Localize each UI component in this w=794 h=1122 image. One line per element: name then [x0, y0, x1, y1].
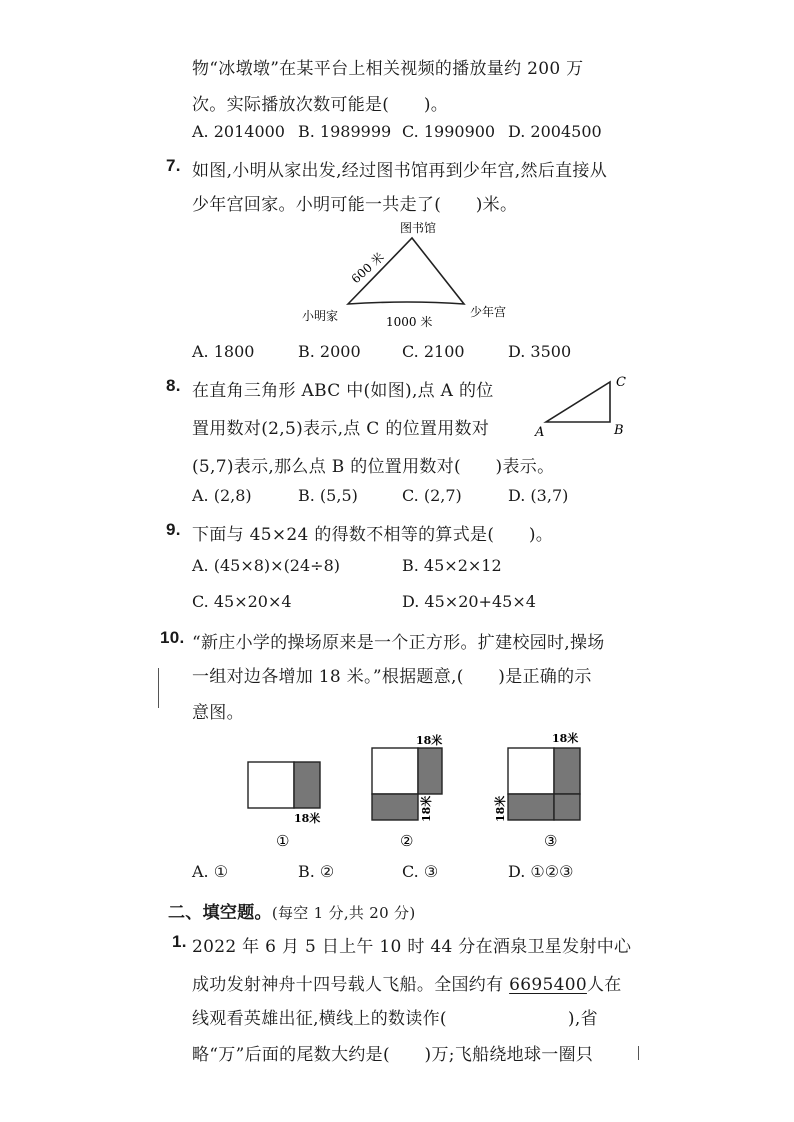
q7-option-b: B. 2000 [298, 342, 361, 361]
q10-diagram-2 [372, 733, 442, 850]
q6-option-b: B. 1989999 [298, 122, 392, 141]
q8-line2: 置用数对(2,5)表示,点 C 的位置用数对 [192, 419, 490, 439]
q10-number: 10. [160, 628, 185, 647]
q10-d2-label-side: 18米 [420, 795, 433, 822]
q10-option-c: C. ③ [402, 862, 439, 881]
q6-line1: 物“冰墩墩”在某平台上相关视频的播放量约 200 万 [192, 59, 584, 79]
q8-option-a: A. (2,8) [192, 486, 252, 505]
q10-d3-added-right [554, 748, 580, 794]
q7-option-a: A. 1800 [192, 342, 255, 361]
fill1-line2-end: 人在 [586, 975, 622, 995]
q10-option-d: D. ①②③ [508, 862, 574, 881]
q8-option-d: D. (3,7) [508, 486, 569, 505]
fill1-line3: 线观看英雄出征,横线上的数读作( ),省 [192, 1009, 598, 1029]
q7-option-c: C. 2100 [402, 342, 465, 361]
q10-diagram-options [240, 724, 600, 852]
q10-d1-number: ① [276, 832, 290, 850]
q10-d2-label-top: 18米 [416, 734, 443, 747]
q10-option-a: A. ① [192, 862, 229, 881]
q8-label-a: A [535, 425, 545, 440]
q6-option-c: C. 1990900 [402, 122, 496, 141]
q6-option-d: D. 2004500 [508, 122, 602, 141]
q10-option-b: B. ② [298, 862, 335, 881]
q6-line2: 次。实际播放次数可能是( )。 [192, 95, 449, 115]
q9-option-a: A. (45×8)×(24÷8) [192, 556, 340, 575]
q7-option-d: D. 3500 [508, 342, 572, 361]
q7-label-library: 图书馆 [400, 221, 437, 235]
q10-d3-label-side: 18米 [494, 795, 507, 822]
q10-d3-added-bottom [508, 794, 554, 820]
fill1-line1: 2022 年 6 月 5 日上午 10 时 44 分在酒泉卫星发射中心 [192, 937, 632, 957]
fill1-line2-start: 成功发射神舟十四号载人飞船。全国约有 [192, 975, 504, 995]
q10-diagram-1 [248, 762, 320, 850]
q9-option-b: B. 45×2×12 [402, 556, 502, 575]
q10-d3-original-square [508, 748, 554, 794]
q8-number: 8. [166, 376, 181, 395]
margin-mark-2 [638, 1046, 639, 1060]
section-2-note: (每空 1 分,共 20 分) [271, 904, 416, 922]
q9-option-c: C. 45×20×4 [192, 592, 292, 611]
q10-d2-added-bottom [372, 794, 418, 820]
q10-d3-label-top: 18米 [552, 732, 579, 745]
q8-label-b: B [614, 423, 624, 438]
q9-number: 9. [166, 520, 181, 539]
q8-line1: 在直角三角形 ABC 中(如图),点 A 的位 [192, 381, 494, 401]
fill1-line2 [192, 970, 622, 995]
q7-label-600m: 600 米 [348, 249, 387, 287]
q10-diagram-3 [493, 731, 580, 850]
q10-line1: “新庄小学的操场原来是一个正方形。扩建校园时,操场 [192, 633, 605, 653]
q10-d3-added-corner [554, 794, 580, 820]
q10-d1-label: 18米 [294, 812, 321, 825]
q10-d2-added-right [418, 748, 442, 794]
q7-line2: 少年宫回家。小明可能一共走了( )米。 [192, 195, 518, 215]
q10-line2: 一组对边各增加 18 米。”根据题意,( )是正确的示 [192, 667, 592, 687]
q8-label-c: C [616, 375, 626, 390]
q8-right-triangle [546, 382, 610, 422]
q9-option-d: D. 45×20+45×4 [402, 592, 536, 611]
q10-line3: 意图。 [192, 703, 244, 723]
q10-d1-added-area [294, 762, 320, 808]
section-2-title: 二、填空题。 [168, 903, 272, 923]
q7-label-1000m: 1000 米 [386, 315, 433, 329]
q6-option-a: A. 2014000 [192, 122, 285, 141]
q7-label-youth-palace: 少年宫 [470, 305, 507, 319]
fill1-underlined-number: 6695400 [509, 975, 587, 995]
q8-option-c: C. (2,7) [402, 486, 462, 505]
section-2-heading [168, 898, 416, 923]
q8-line3: (5,7)表示,那么点 B 的位置用数对( )表示。 [192, 457, 555, 477]
q8-triangle-figure [532, 370, 632, 440]
q10-d3-number: ③ [544, 832, 558, 850]
fill1-line4: 略“万”后面的尾数大约是( )万;飞船绕地球一圈只 [192, 1045, 594, 1065]
q7-route-figure [290, 218, 530, 338]
q10-d2-number: ② [400, 832, 414, 850]
q10-d2-original-square [372, 748, 418, 794]
fill1-number: 1. [172, 932, 187, 951]
margin-mark [158, 668, 159, 708]
q7-number: 7. [166, 156, 181, 175]
q7-line1: 如图,小明从家出发,经过图书馆再到少年宫,然后直接从 [192, 161, 608, 181]
q7-label-home: 小明家 [302, 309, 339, 323]
q9-line1: 下面与 45×24 的得数不相等的算式是( )。 [192, 525, 554, 545]
q8-option-b: B. (5,5) [298, 486, 358, 505]
q10-d1-original-square [248, 762, 294, 808]
